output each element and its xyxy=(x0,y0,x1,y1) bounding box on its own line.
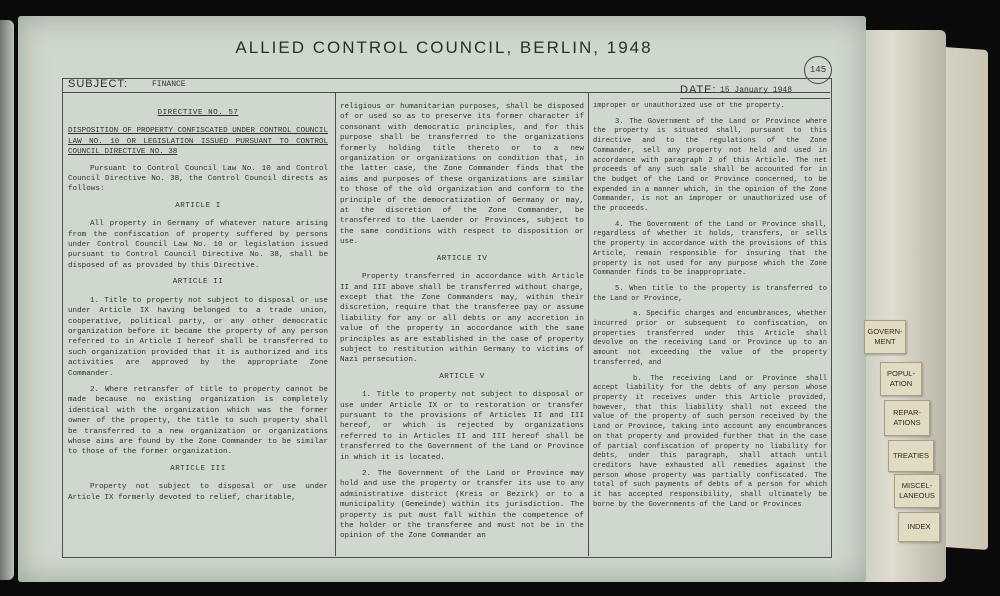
paragraph: Property not subject to disposal or use under Article IX formerly devoted to relief, charitable, xyxy=(68,483,328,502)
disposition-heading: DISPOSITION OF PROPERTY CONFISCATED UNDER CONTROL COUNCIL LAW NO. 10 OR LEGISLATION ISSUED PURSUANT TO CONTROL COUNCIL DIRECTIVE NO. 38 xyxy=(68,127,328,157)
paragraph: 2. The Government of the Land or Province may hold and use the property or transfer its use to any administrative district (Kreis or Bezirk) or to a municipality (Gemeinde) within its jurisdiction. The property is put must fall within the competence of the holder or the transferee and must not be in the opinion of the Zone Commander an xyxy=(340,470,584,541)
index-tab-reparations[interactable]: REPAR- ATIONS xyxy=(884,400,930,436)
paragraph: Property transferred in accordance with Article II and III above shall be transferred without charge, except that the Zone Commanders may, within their discretion, require that the transferee pay or assume liability for any or all debts or any accretion in value of the property in accordance with the same principles as are established in the case of property subject to restitution within Germany to victims of Nazi persecution. xyxy=(340,273,584,365)
text-column-3 xyxy=(593,102,827,552)
paragraph: 1. Title to property not subject to disposal or use under Article IX having belonged to a trade union, cooperative, political party, or any other democratic organization before it became the property of any person referred to in Article I hereof shall be transferred to such organization provided that it is authorized and its activities are approved by the appropriate Zone Commander. xyxy=(68,296,328,378)
paragraph: All property in Germany of whatever nature arising from the confiscation of property suffered by persons under Control Council Law No. 10 or legislation issued pursuant to Control Council Directive No. 38, shall be disposed of as provided by this Directive. xyxy=(68,220,328,270)
directive-heading: DIRECTIVE NO. 57 xyxy=(157,109,239,117)
paragraph: 3. The Government of the Land or Province where the property is situated shall, pursuant to this directive and to the regulations of the Zone Commander, sell any property not held and used in accordance with paragraph 2 of this Article. The net proceeds of any such sale shall be accounted for in the budget of the Land or Province concerned, to be expended in a manner which, in the opinion of the Zone Commander, is not an improper or unauthorized use of the proceeds. xyxy=(593,117,827,214)
page-number: 145 xyxy=(804,56,832,84)
index-tab-treaties[interactable]: TREATIES xyxy=(888,440,934,472)
index-tab-miscellaneous[interactable]: MISCEL- LANEOUS xyxy=(894,474,940,508)
date-value: 15 January 1948 xyxy=(720,86,793,95)
index-tab-index[interactable]: INDEX xyxy=(898,512,940,542)
text-column-1 xyxy=(68,102,328,552)
date-rule xyxy=(680,98,830,99)
subject-value: FINANCE xyxy=(152,80,186,89)
paragraph: a. Specific charges and encumbrances, whether incurred prior or subsequent to confiscation, on properties transferred under this Article shall devolve on the receiving Land or Province up to an amount not exceeding the value of the property transferred, and xyxy=(593,310,827,367)
page-title: ALLIED CONTROL COUNCIL, BERLIN, 1948 xyxy=(235,38,653,57)
paragraph: 1. Title to property not subject to disposal or use under Article IX or to restoration or transfer pursuant to the provisions of Articles II and III hereof, or which is rejected by organizations referred to in Articles II and III hereof shall be transferred to the Government of the Land or Province in which it is located. xyxy=(340,391,584,462)
article-heading: ARTICLE II xyxy=(172,278,224,287)
index-tab-government[interactable]: GOVERN- MENT xyxy=(864,320,906,354)
paragraph: improper or unauthorized use of the property. xyxy=(593,102,785,110)
article-heading: ARTICLE III xyxy=(170,464,226,473)
subject-label: SUBJECT: xyxy=(68,78,128,90)
paragraph: b. The receiving Land or Province shall accept liability for the debts of any person whose property it receives under this Article provided, however, that this liability shall not exceed the value of the property of such person received by the Land or Province, taking into account any encumbrances on that property and provided further that in the case of partial confiscation of property no liability for debts, under this paragraph, shall attach until creditors have exhausted all remedies against the person whose property was partially confiscated. The total of such payments of debts of a person for which it has accepted responsibility, shall ultimately be borne by the Governments of the Land or Provinces xyxy=(593,374,827,509)
text-column-2 xyxy=(340,102,584,552)
paragraph: 5. When title to the property is transferred to the Land or Province, xyxy=(593,284,827,303)
article-heading: ARTICLE V xyxy=(439,372,485,381)
paragraph: 4. The Government of the Land or Province shall, regardless of whether it holds, transfers, or sells the property in accordance with the provisions of this Article, remain responsible for insuring that the property is not used for any purpose which the Zone Commander finds to be inappropriate. xyxy=(593,220,827,278)
book-spine-edge xyxy=(0,20,14,580)
index-tab-population[interactable]: POPUL- ATION xyxy=(880,362,922,396)
column-divider xyxy=(335,92,336,556)
article-heading: ARTICLE IV xyxy=(436,254,488,263)
paragraph: religious or humanitarian purposes, shall be disposed of or used so as to preserve its former character if consonant with democratic principles, and for this purpose shall be transferred to the organizations formerly holding title thereto or to a new organization or organizations on condition that, in the latter case, the Zone Commander finds that the aims and purposes of these organizations are similar to those of the old organization and conform to the principle of the democratization of Germany or may, at the discretion of the Zone Commander, be transferred to the Laender or Provinces, subject to the same conditions with respect to disposition or use. xyxy=(340,103,584,247)
date-label: DATE: xyxy=(680,84,717,96)
column-divider xyxy=(588,92,589,556)
paragraph: 2. Where retransfer of title to property cannot be made because no existing organization is completely identical with the organization which was the former owner of the property, the title to such property shall be transferred to a new organization or organizations whose aims are found by the Zone Commander to be similar to those of the former organization. xyxy=(68,385,328,457)
intro-paragraph: Pursuant to Control Council Law No. 10 and Control Council Directive No. 38, the Control Council directs as follows: xyxy=(68,164,328,194)
article-heading: ARTICLE I xyxy=(175,201,221,210)
